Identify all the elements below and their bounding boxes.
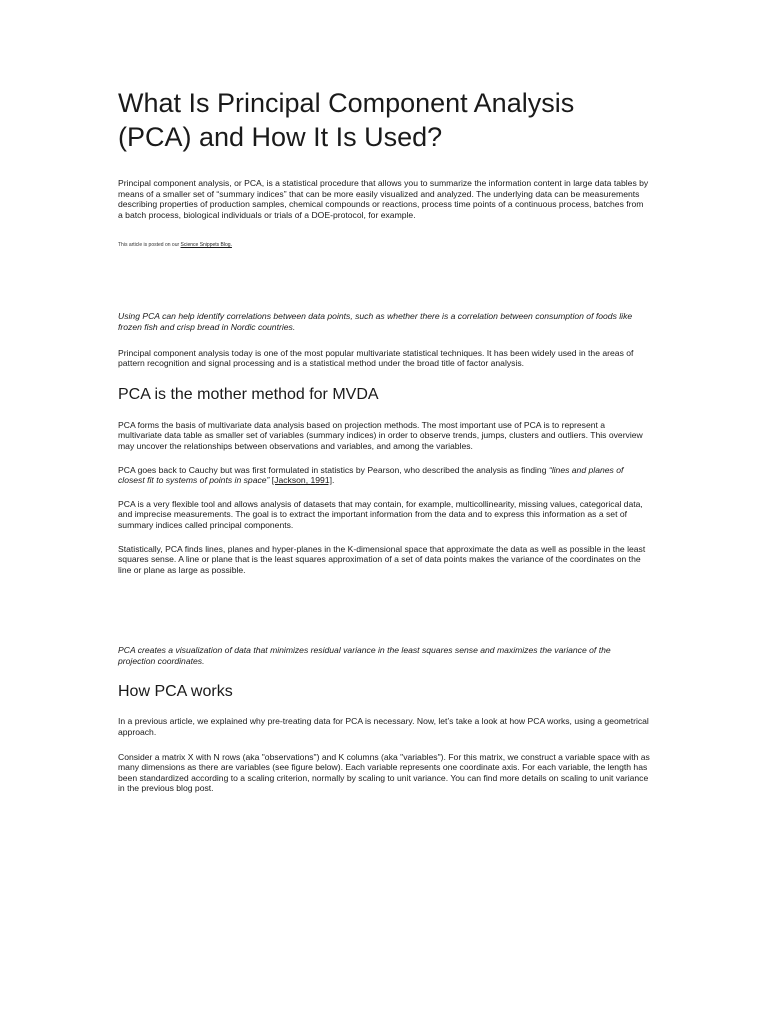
article-body: [118, 86, 650, 806]
source-prefix: This article is posted on our: [118, 242, 181, 249]
mvda-paragraph-2: [118, 465, 650, 486]
mvda-paragraph-4: Statistically, PCA finds lines, planes and hyper-planes in the K-dimensional space that approximate the data as well as possible in the least squares sense. A line or plane that is the least squares approximation of a set of data points makes the variance of the coordinates on the line or plane as large as possible.: [118, 543, 646, 575]
popular-technique-paragraph: Principal component analysis today is one of the most popular multivariate statistical techniques. It has been widely used in the areas of pattern recognition and signal processing and is a statistical method under the broad title of factor analysis.: [118, 347, 634, 369]
section-heading-how-pca-works: How PCA works: [118, 683, 233, 701]
image-caption-nordic: Using PCA can help identify correlations between data points, such as whether there is a correlation between consumption of foods like frozen fish and crisp bread in Nordic countries.: [118, 311, 633, 332]
pearson-text-end: .: [332, 475, 335, 486]
section-heading-mvda: PCA is the mother method for MVDA: [118, 385, 379, 403]
source-note: [118, 242, 650, 249]
how-pca-paragraph-2: Consider a matrix X with N rows (aka "observations") and K columns (aka "variables"). For this matrix, we construct a variable space with as many dimensions as there are variables (see figure below). Each variable represents one coordinate axis. For each variable, the length has been standardized according to a scaling criterion, normally by scaling to unit variance. You can find more details on scaling to unit variance in the previous blog post.: [118, 751, 650, 794]
mvda-paragraph-1: PCA forms the basis of multivariate data analysis based on projection methods. The most important use of PCA is to represent a multivariate data table as smaller set of variables (summary indices) in order to observe trends, jumps, clusters and outliers. This overview may uncover the relationships between observations and variables, and among the variables.: [118, 419, 643, 451]
science-snippets-blog-link[interactable]: Science Snippets Blog.: [180, 242, 232, 249]
page-title: What Is Principal Component Analysis (PCA) and How It Is Used?: [118, 88, 575, 152]
image-caption-projection: PCA creates a visualization of data that minimizes residual variance in the least squares sense and maximizes the variance of the projection coordinates.: [118, 645, 611, 666]
intro-paragraph: Principal component analysis, or PCA, is a statistical procedure that allows you to summarize the information content in large data tables by means of a smaller set of “summary indices” that can be more easily visualized and analyzed. The underlying data can be measurements describing properties of production samples, chemical compounds or reactions, process time points of a continuous process, batches from a batch process, biological individuals or trials of a DOE-protocol, for example.: [118, 178, 649, 220]
how-pca-paragraph-1: In a previous article, we explained why pre-treating data for PCA is necessary. Now, let’s take a look at how PCA works, using a geometrical approach.: [118, 716, 649, 738]
jackson-citation-link[interactable]: [Jackson, 1991]: [271, 475, 332, 486]
pearson-quote: “lines and planes of closest fit to systems of points in space”: [118, 464, 624, 486]
mvda-paragraph-3: PCA is a very flexible tool and allows analysis of datasets that may contain, for example, multicollinearity, missing values, categorical data, and imprecise measurements. The goal is to extract the important information from the data and to express this information as a set of summary indices called principal components.: [118, 498, 643, 530]
pearson-text: PCA goes back to Cauchy but was first formulated in statistics by Pearson, who described the analysis as finding: [118, 464, 549, 475]
